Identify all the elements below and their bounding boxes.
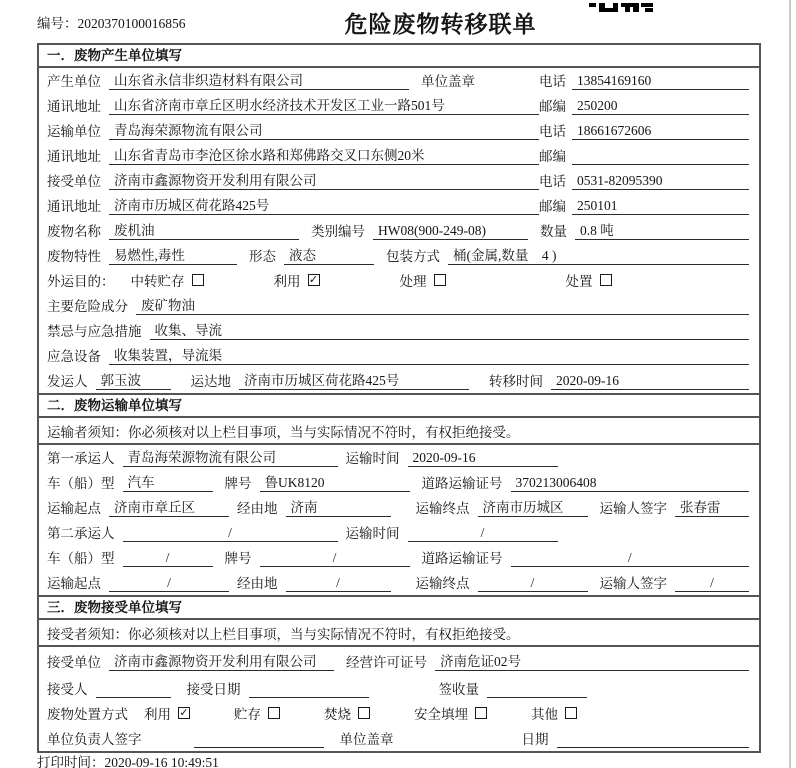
route1-start-value: 济南市章丘区 — [109, 496, 229, 517]
acceptor-value — [96, 683, 171, 698]
purpose-treat-checkbox — [434, 274, 446, 286]
plate1-value: 鲁UK8120 — [260, 471, 410, 492]
transport-notice-label: 运输者须知： — [47, 424, 128, 440]
vehicle1-value: 汽车 — [123, 471, 213, 492]
carrier2-label: 第二承运人 — [47, 526, 115, 541]
disposal-option-incinerate — [324, 703, 370, 723]
purpose-option-dispose-label: 处置 — [565, 274, 593, 289]
waste-property-value: 易燃性,毒性 — [109, 244, 237, 265]
waste-form-label: 形态 — [249, 249, 276, 264]
producer-value: 山东省永信非织造材料有限公司 — [109, 69, 409, 90]
waste-package-value: 桶(金属,数量 4 ) — [448, 244, 749, 265]
purpose-dispose-checkbox — [600, 274, 612, 286]
producer-zip-value: 250200 — [572, 98, 749, 115]
route2-end-value: / — [478, 575, 588, 592]
disposal-option-incinerate-label: 焚烧 — [324, 707, 351, 722]
carrier1-time-label: 运输时间 — [345, 451, 400, 466]
accept-date-label: 接受日期 — [186, 682, 241, 697]
page-title: 危险废物转移联单 — [344, 11, 537, 37]
receiver-phone-label: 电话 — [539, 174, 566, 189]
waste-category-value: HW08(900-249-08) — [373, 223, 528, 240]
acceptor-label: 接受人 — [47, 682, 88, 697]
dispatcher-value: 郭玉波 — [96, 369, 171, 390]
waste-package-label: 包装方式 — [386, 249, 440, 264]
sign-qty-label: 签收量 — [438, 682, 479, 697]
purpose-option-treat-label: 处理 — [399, 274, 427, 289]
waste-name-label: 废物名称 — [47, 224, 101, 239]
plate2-value: / — [260, 550, 410, 567]
qr-code-icon — [589, 0, 655, 10]
license2-value: / — [511, 550, 750, 567]
waste-name-row — [39, 218, 759, 243]
disposal-option-other — [531, 703, 577, 723]
destination-label: 运达地 — [190, 374, 231, 389]
route1-sign-value: 张春雷 — [675, 496, 749, 517]
doc-number-value: 2020370100016856 — [77, 16, 186, 31]
receiver-zip-value: 250101 — [572, 198, 749, 215]
license2-label: 道路运输证号 — [421, 551, 503, 566]
section2-header: 二．废物运输单位填写 — [39, 395, 759, 418]
seal-label: 单位盖章 — [421, 74, 475, 89]
route1-via-label: 经由地 — [237, 501, 278, 516]
route2-via-label: 经由地 — [237, 576, 278, 591]
route1-row — [39, 495, 759, 520]
transporter-phone-label: 电话 — [539, 124, 566, 139]
disposal-option-landfill — [414, 703, 487, 723]
equipment-value: 收集装置，导流渠 — [109, 344, 749, 365]
license1-value: 370213006408 — [511, 475, 750, 492]
vehicle1-label: 车（船）型 — [47, 476, 115, 491]
carrier1-value: 青岛海荣源物流有限公司 — [123, 446, 338, 467]
section-producer — [39, 45, 759, 393]
producer-address-label: 通讯地址 — [47, 99, 101, 114]
route2-via-value: / — [286, 575, 391, 592]
disposal-option-other-label: 其他 — [531, 707, 558, 722]
route1-via-value: 济南 — [286, 496, 391, 517]
route1-start-label: 运输起点 — [47, 501, 101, 516]
purpose-transfer-checkbox — [192, 274, 204, 286]
disposal-option-store — [234, 703, 280, 723]
carrier2-value: / — [123, 525, 338, 542]
transporter-zip-label: 邮编 — [539, 149, 566, 164]
disposal-option-utilize-label: 利用 — [144, 707, 171, 722]
sign-qty-value — [487, 683, 587, 698]
vehicle2-value: / — [123, 550, 213, 567]
purpose-option-transfer — [131, 270, 204, 290]
receiver-label: 接受单位 — [47, 174, 101, 189]
receive-notice-label: 接受者须知： — [47, 626, 128, 642]
dispatcher-label: 发运人 — [47, 374, 88, 389]
transfer-time-value: 2020-09-16 — [551, 373, 749, 390]
section-transport — [39, 393, 759, 595]
transporter-row — [39, 118, 759, 143]
producer-address-row — [39, 93, 759, 118]
disposal-label: 废物处置方式 — [47, 707, 128, 722]
purpose-option-dispose — [566, 270, 612, 290]
waste-property-label: 废物特性 — [47, 249, 101, 264]
license1-label: 道路运输证号 — [421, 476, 503, 491]
receiver-address-row — [39, 193, 759, 218]
sign-date-label: 日期 — [521, 732, 549, 747]
operating-license-value: 济南危证02号 — [435, 650, 749, 671]
route1-end-value: 济南市历城区 — [478, 496, 588, 517]
accept-date-value — [249, 683, 369, 698]
producer-zip-label: 邮编 — [539, 99, 566, 114]
disposal-option-store-label: 贮存 — [234, 707, 261, 722]
waste-property-row — [39, 243, 759, 268]
section3-header: 三．废物接受单位填写 — [39, 597, 759, 620]
transport-notice-row — [39, 418, 759, 445]
producer-phone-label: 电话 — [539, 74, 566, 89]
producer-label: 产生单位 — [47, 74, 101, 89]
equipment-label: 应急设备 — [47, 349, 101, 364]
emergency-row — [39, 318, 759, 343]
purpose-option-transfer-label: 中转贮存 — [130, 274, 185, 289]
responsible-sign-label: 单位负责人签字 — [47, 732, 142, 747]
route2-sign-label: 运输人签字 — [599, 576, 667, 591]
vehicle1-row — [39, 470, 759, 495]
emergency-value: 收集、导流 — [150, 319, 750, 340]
waste-qty-label: 数量 — [540, 224, 567, 239]
disposal-store-checkbox — [268, 707, 280, 719]
transporter-value: 青岛海荣源物流有限公司 — [109, 119, 539, 140]
plate2-label: 牌号 — [224, 551, 252, 566]
producer-address-value: 山东省济南市章丘区明水经济技术开发区工业一路501号 — [109, 94, 539, 115]
responsible-sign-value — [194, 733, 324, 748]
route2-sign-value: / — [675, 575, 749, 592]
receive-unit-row — [39, 647, 759, 674]
receive-notice-row — [39, 620, 759, 647]
print-time-value: 2020-09-16 10:49:51 — [104, 755, 219, 768]
carrier1-time-value: 2020-09-16 — [408, 450, 558, 467]
section-receive — [39, 595, 759, 751]
hazard-row — [39, 293, 759, 318]
route2-end-label: 运输终点 — [415, 576, 470, 591]
transporter-address-label: 通讯地址 — [47, 149, 101, 164]
operating-license-label: 经营许可证号 — [346, 655, 427, 670]
purpose-option-utilize-label: 利用 — [273, 274, 301, 289]
unit-seal-label: 单位盖章 — [339, 732, 394, 747]
receiver-address-label: 通讯地址 — [47, 199, 101, 214]
carrier1-row — [39, 445, 759, 470]
print-time — [37, 751, 219, 768]
disposal-option-landfill-label: 安全填埋 — [414, 707, 468, 722]
transporter-address-row — [39, 143, 759, 168]
transfer-time-label: 转移时间 — [489, 374, 543, 389]
doc-number-label: 编号： — [37, 16, 78, 31]
receiver-value: 济南市鑫源物资开发利用有限公司 — [109, 169, 539, 190]
disposal-incinerate-checkbox — [358, 707, 370, 719]
purpose-row — [39, 268, 759, 293]
receiver-zip-label: 邮编 — [539, 199, 566, 214]
waste-category-label: 类别编号 — [311, 224, 365, 239]
route2-row — [39, 570, 759, 595]
receive-unit-value: 济南市鑫源物资开发利用有限公司 — [109, 650, 334, 671]
producer-phone-value: 13854169160 — [572, 73, 749, 90]
dispatch-row — [39, 368, 759, 393]
sign-date-value — [557, 733, 750, 748]
purpose-option-utilize — [274, 270, 320, 290]
purpose-utilize-checkbox: ✓ — [308, 273, 319, 286]
signature-row — [39, 726, 759, 751]
disposal-row — [39, 701, 759, 726]
route1-end-label: 运输终点 — [415, 501, 470, 516]
route2-start-label: 运输起点 — [47, 576, 101, 591]
receiver-address-value: 济南市历城区荷花路425号 — [109, 194, 539, 215]
carrier2-time-value: / — [408, 525, 558, 542]
receiver-phone-value: 0531-82095390 — [572, 173, 749, 190]
print-time-label: 打印时间： — [37, 755, 105, 768]
disposal-option-utilize — [144, 703, 190, 723]
transporter-phone-value: 18661672606 — [572, 123, 749, 140]
destination-value: 济南市历城区荷花路425号 — [239, 369, 469, 390]
receiver-row — [39, 168, 759, 193]
page-edge-line — [789, 0, 791, 768]
equipment-row — [39, 343, 759, 368]
purpose-label: 外运目的： — [47, 274, 115, 289]
manifest-form — [37, 43, 761, 753]
vehicle2-label: 车（船）型 — [47, 551, 115, 566]
hazard-label: 主要危险成分 — [47, 299, 128, 314]
carrier2-row — [39, 520, 759, 545]
doc-number — [37, 12, 186, 32]
disposal-landfill-checkbox — [475, 707, 487, 719]
disposal-other-checkbox — [565, 707, 577, 719]
section1-header: 一．废物产生单位填写 — [39, 45, 759, 68]
carrier2-time-label: 运输时间 — [345, 526, 400, 541]
transporter-address-value: 山东省青岛市李沧区徐水路和郑佛路交叉口东侧20米 — [109, 144, 539, 165]
route2-start-value: / — [109, 575, 229, 592]
vehicle2-row — [39, 545, 759, 570]
waste-qty-value: 0.8 吨 — [575, 219, 749, 240]
transporter-label: 运输单位 — [47, 124, 101, 139]
hazard-value: 废矿物油 — [136, 294, 749, 315]
acceptor-row — [39, 674, 759, 701]
route1-sign-label: 运输人签字 — [599, 501, 667, 516]
transporter-zip-value — [572, 150, 749, 165]
plate1-label: 牌号 — [224, 476, 252, 491]
emergency-label: 禁忌与应急措施 — [47, 324, 142, 339]
waste-form-value: 液态 — [284, 244, 374, 265]
receive-notice-text: 你必须核对以上栏目事项，当与实际情况不符时，有权拒绝接受。 — [128, 626, 520, 642]
purpose-option-treat — [400, 270, 446, 290]
carrier1-label: 第一承运人 — [47, 451, 115, 466]
waste-name-value: 废机油 — [109, 219, 299, 240]
disposal-utilize-checkbox: ✓ — [179, 706, 189, 719]
producer-row — [39, 68, 759, 93]
receive-unit-label: 接受单位 — [47, 655, 101, 670]
transport-notice-text: 你必须核对以上栏目事项，当与实际情况不符时，有权拒绝接受。 — [128, 424, 520, 440]
